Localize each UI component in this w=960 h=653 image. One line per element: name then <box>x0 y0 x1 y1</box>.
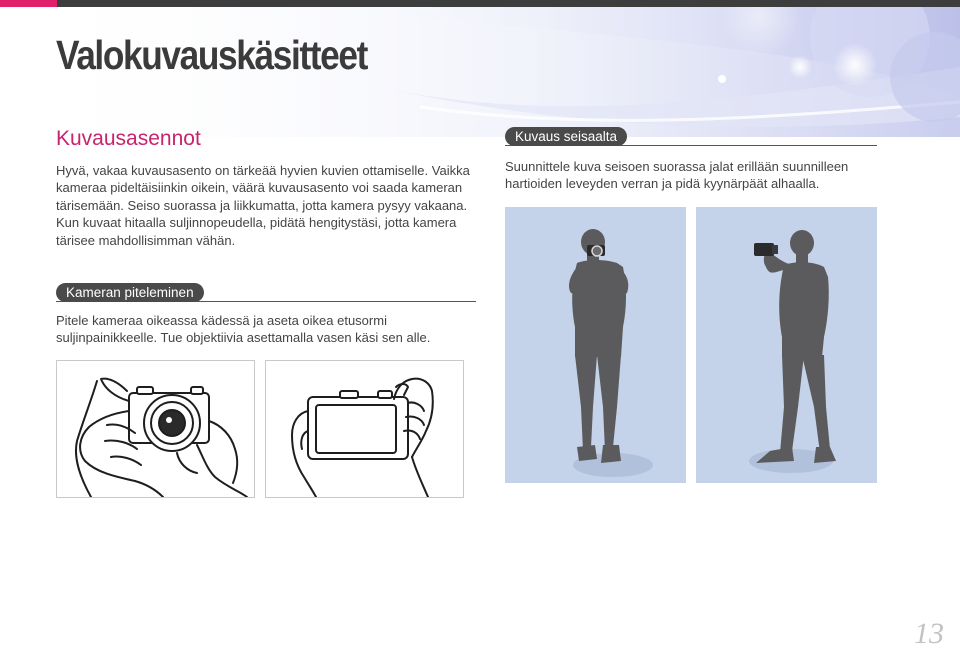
photo-standing-front <box>505 207 686 483</box>
person-standing-side-icon <box>696 207 877 483</box>
page-title: Valokuvauskäsitteet <box>56 32 367 78</box>
page-number: 13 <box>914 617 944 650</box>
illustration-front-grip <box>56 360 255 498</box>
holding-label: Kameran piteleminen <box>56 283 204 302</box>
person-standing-front-icon <box>505 207 686 483</box>
top-bar <box>0 0 960 7</box>
photo-standing-side <box>696 207 877 483</box>
camera-hands-front-icon <box>57 361 254 497</box>
posture-text: Hyvä, vakaa kuvausasento on tärkeää hyvien kuvien ottamiselle. Vaikka kameraa pideltäisiinkin oikein, väärä kuvausasento voi saada kameran tärisemään. Seiso suorassa ja liikkumatta, jotta kamera pysyy vakaana. Kun kuvaat hitaalla suljinnopeudella, pidätä hengitystäsi, jotta kamera tärisee mahdollisimman vähän. <box>56 163 470 248</box>
standing-text: Suunnittele kuva seisoen suorassa jalat erillään suunnilleen hartioiden leveyden verran ja pidä kyynärpäät alhaalla. <box>505 159 849 192</box>
section-heading-posture: Kuvausasennot <box>56 127 201 150</box>
camera-hands-back-icon <box>266 361 463 497</box>
top-bar-accent <box>0 0 57 7</box>
illustration-back-grip <box>265 360 464 498</box>
holding-text: Pitele kameraa oikeassa kädessä ja aseta oikea etusormi suljinpainikkeelle. Tue objektiivia asettamalla vasen käsi sen alle. <box>56 313 431 346</box>
standing-label: Kuvaus seisaalta <box>505 127 627 146</box>
